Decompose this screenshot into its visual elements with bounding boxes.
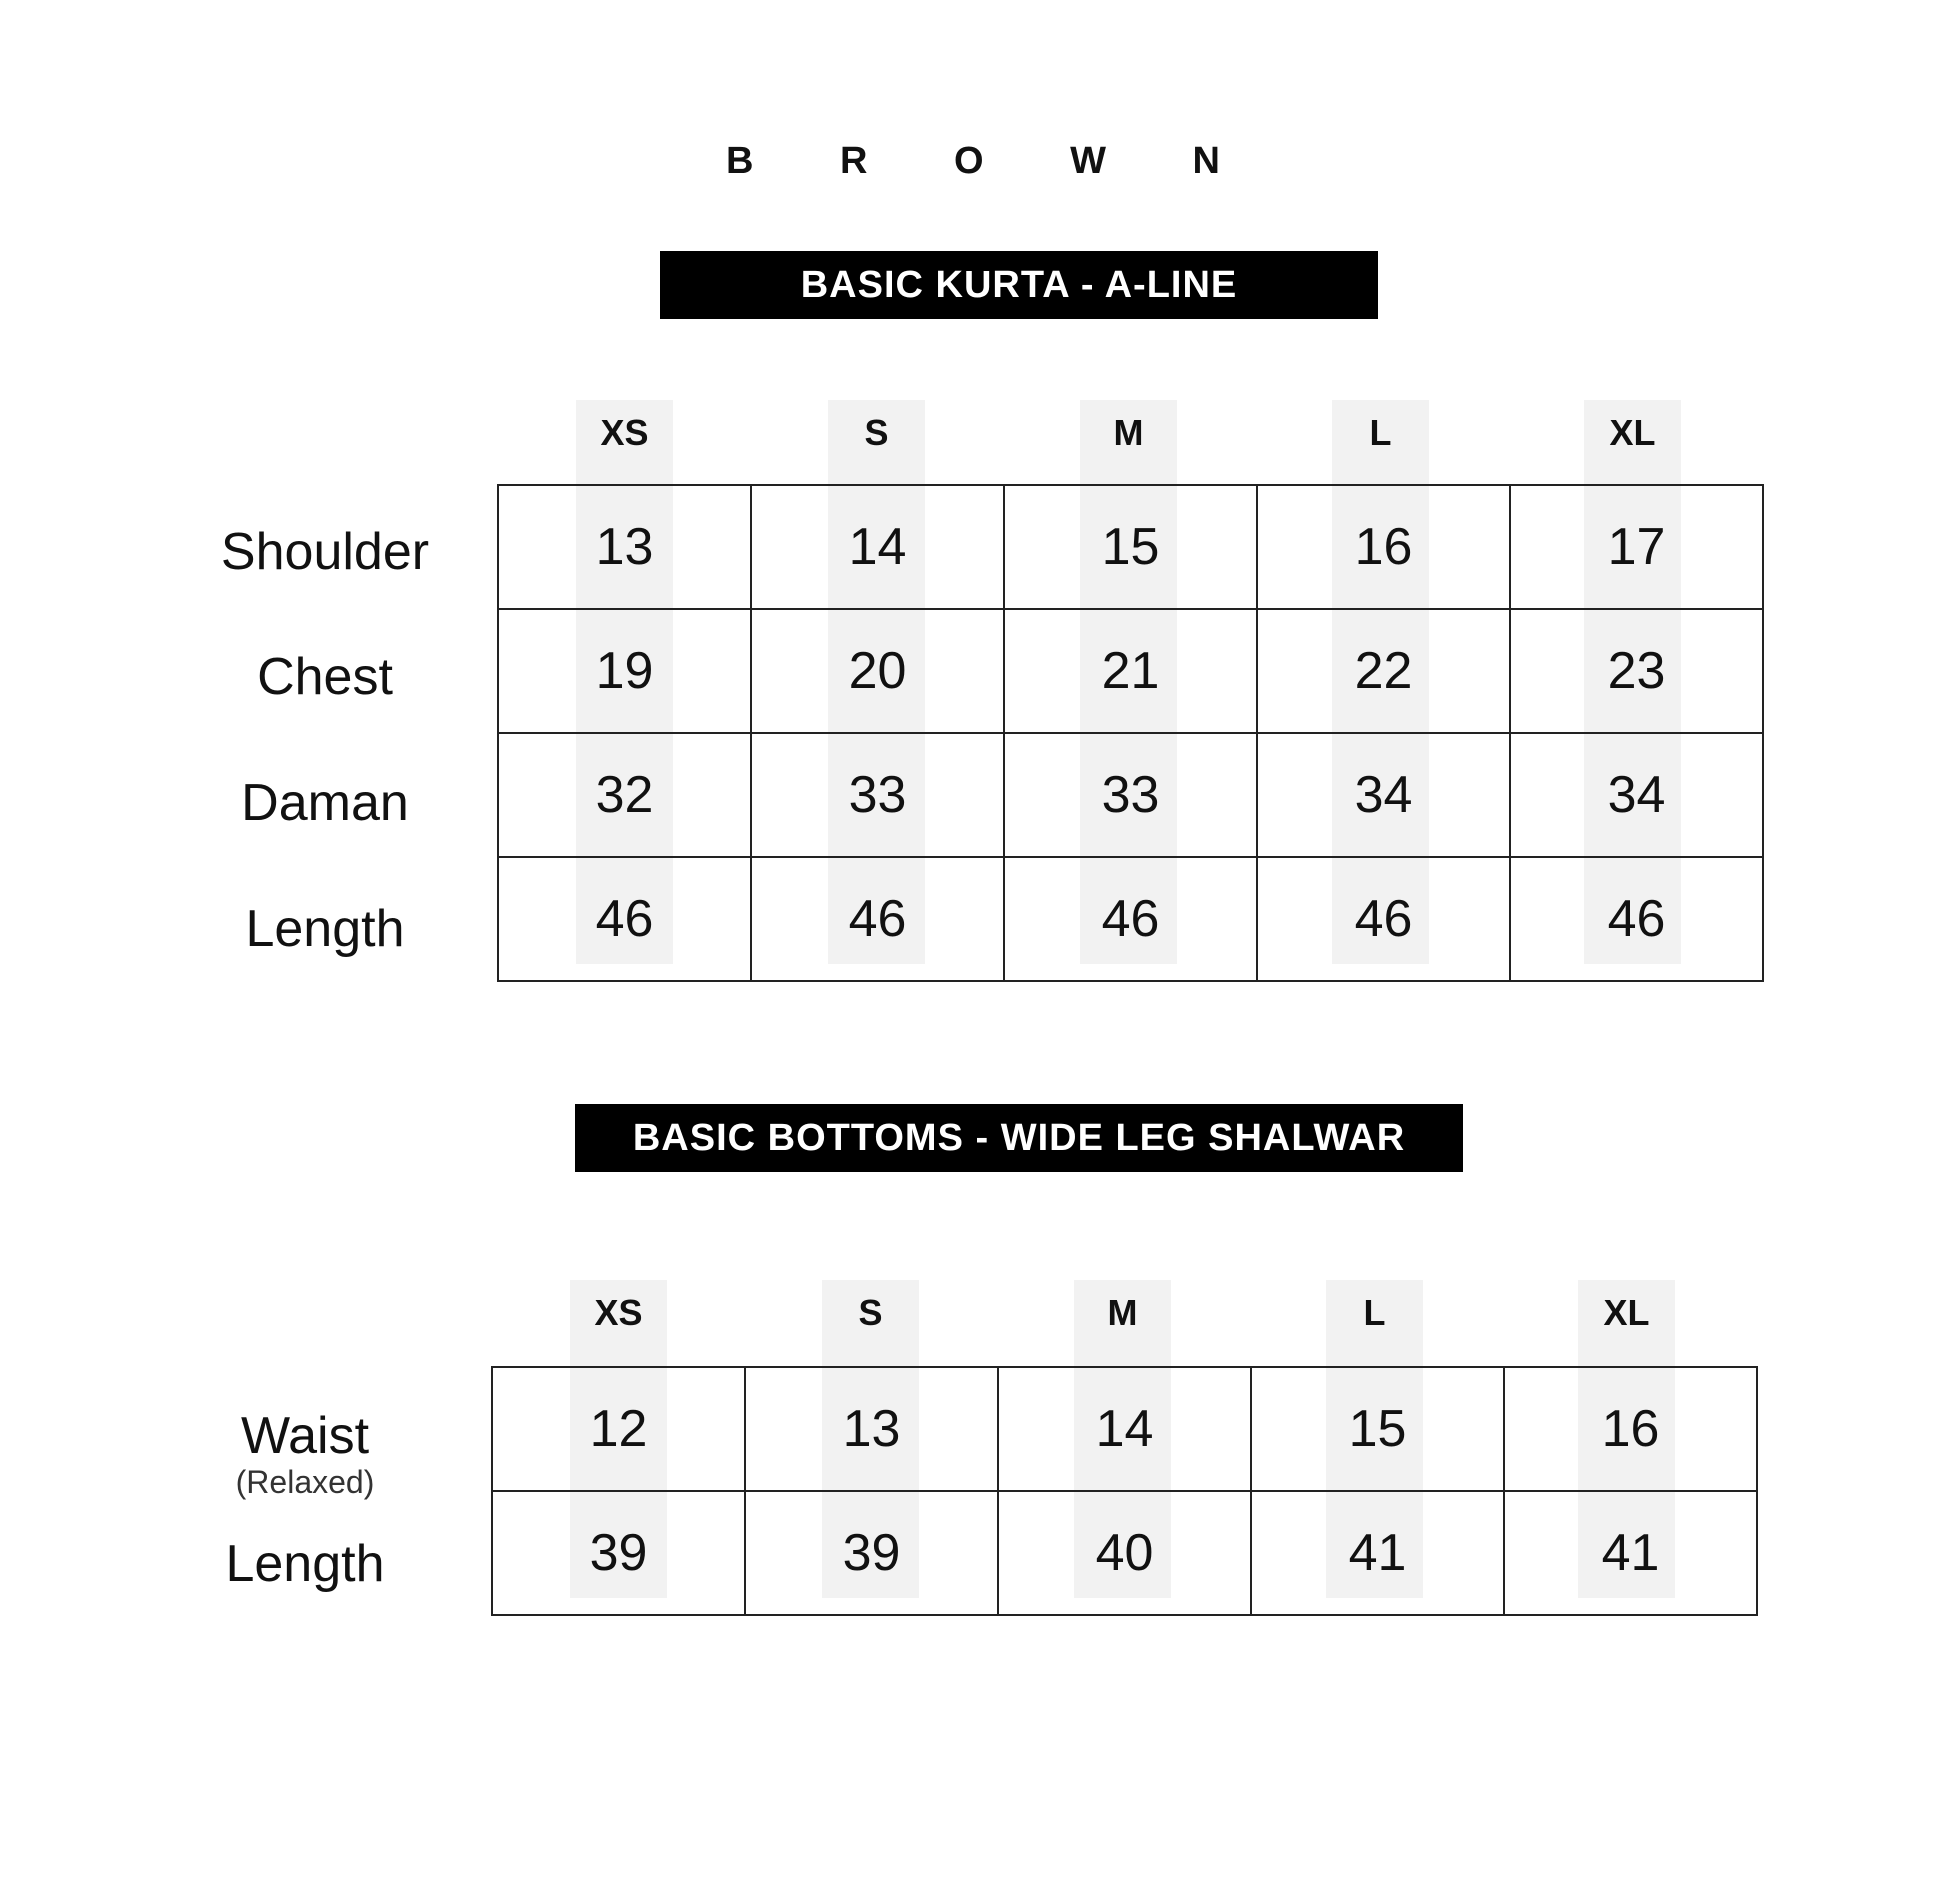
table-cell: 14 bbox=[751, 485, 1004, 609]
size-header-xs: XS bbox=[594, 1292, 643, 1333]
kurta-title-banner: BASIC KURTA - A-LINE bbox=[660, 251, 1378, 319]
table-cell: 12 bbox=[492, 1367, 745, 1491]
table-cell: 15 bbox=[1251, 1367, 1504, 1491]
table-cell: 46 bbox=[498, 857, 751, 981]
table-cell: 46 bbox=[1004, 857, 1257, 981]
size-header-s: S bbox=[858, 1292, 883, 1333]
size-header-xl: XL bbox=[1603, 1292, 1650, 1333]
size-header-m: M bbox=[1113, 412, 1144, 453]
table-row bbox=[498, 857, 1763, 981]
table-cell: 13 bbox=[498, 485, 751, 609]
row-label-length: Length bbox=[245, 900, 405, 958]
kurta-size-chart bbox=[0, 398, 1946, 998]
size-header-xs: XS bbox=[600, 412, 649, 453]
table-cell: 46 bbox=[751, 857, 1004, 981]
table-cell: 41 bbox=[1504, 1491, 1757, 1615]
table-cell: 13 bbox=[745, 1367, 998, 1491]
table-row bbox=[498, 485, 1763, 609]
table-cell: 19 bbox=[498, 609, 751, 733]
table-cell: 20 bbox=[751, 609, 1004, 733]
bottoms-size-chart bbox=[0, 1276, 1946, 1636]
size-header-xl: XL bbox=[1609, 412, 1656, 453]
row-label-waist bbox=[170, 1406, 440, 1501]
row-label-shoulder: Shoulder bbox=[220, 523, 430, 581]
row-label-chest: Chest bbox=[257, 648, 393, 706]
table-row bbox=[492, 1491, 1757, 1615]
table-cell: 16 bbox=[1257, 485, 1510, 609]
table-cell: 14 bbox=[998, 1367, 1251, 1491]
table-cell: 15 bbox=[1004, 485, 1257, 609]
brand-logo: B R O W N bbox=[726, 140, 1258, 182]
table-cell: 34 bbox=[1510, 733, 1763, 857]
table-cell: 32 bbox=[498, 733, 751, 857]
size-header-l: L bbox=[1363, 1292, 1386, 1333]
table-cell: 17 bbox=[1510, 485, 1763, 609]
table-cell: 46 bbox=[1510, 857, 1763, 981]
size-header-m: M bbox=[1107, 1292, 1138, 1333]
table-cell: 39 bbox=[745, 1491, 998, 1615]
size-header-l: L bbox=[1369, 412, 1392, 453]
row-sublabel: (Relaxed) bbox=[235, 1464, 375, 1500]
size-header-s: S bbox=[864, 412, 889, 453]
table-cell: 40 bbox=[998, 1491, 1251, 1615]
table-cell: 39 bbox=[492, 1491, 745, 1615]
table-cell: 33 bbox=[1004, 733, 1257, 857]
table-cell: 23 bbox=[1510, 609, 1763, 733]
bottoms-measurement-table bbox=[491, 1366, 1758, 1616]
row-label-text: Waist bbox=[240, 1407, 370, 1465]
table-cell: 46 bbox=[1257, 857, 1510, 981]
bottoms-title-banner: BASIC BOTTOMS - WIDE LEG SHALWAR bbox=[575, 1104, 1463, 1172]
table-row bbox=[498, 609, 1763, 733]
row-label-length: Length bbox=[225, 1535, 385, 1593]
table-cell: 34 bbox=[1257, 733, 1510, 857]
row-label-daman: Daman bbox=[241, 774, 409, 832]
kurta-measurement-table bbox=[497, 484, 1764, 982]
table-cell: 21 bbox=[1004, 609, 1257, 733]
table-cell: 41 bbox=[1251, 1491, 1504, 1615]
table-cell: 16 bbox=[1504, 1367, 1757, 1491]
table-cell: 22 bbox=[1257, 609, 1510, 733]
table-row bbox=[498, 733, 1763, 857]
table-cell: 33 bbox=[751, 733, 1004, 857]
table-row bbox=[492, 1367, 1757, 1491]
